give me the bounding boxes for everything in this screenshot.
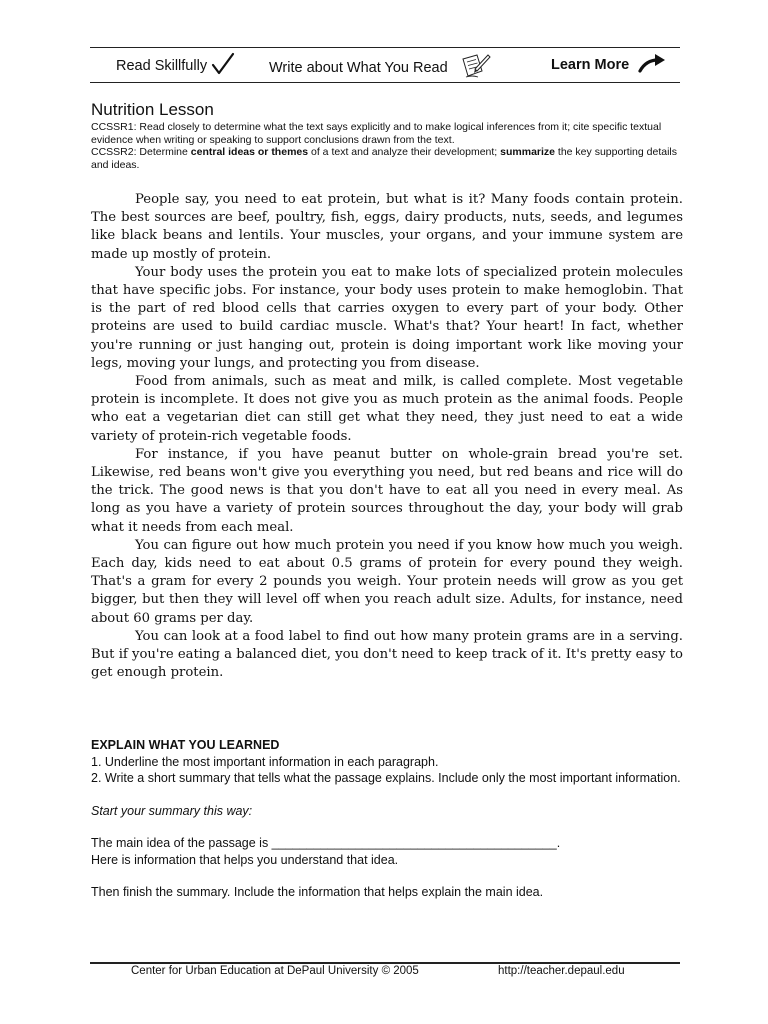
passage-paragraph: Food from animals, such as meat and milk, is called complete. Most vegetable protein is incomplete. It does not give you as much protein as the animal foods. People who eat a vegetarian diet can still get what they need, they just need to eat a wide variety of protein-rich vegetable foods. xyxy=(91,374,683,444)
standard-ccssr2-text: of a text and analyze their development; xyxy=(308,146,501,158)
summary-start-prompt: Start your summary this way: xyxy=(91,803,253,818)
instruction-item: 2. Write a short summary that tells what the passage explains. Include only the most important information. xyxy=(91,771,681,785)
spacer xyxy=(91,868,681,884)
passage-paragraph: People say, you need to eat protein, but what is it? Many foods contain protein. The best sources are beef, poultry, fish, eggs, dairy products, nuts, seeds, and legumes like black beans and lentils. Your muscles, your organs, and your immune system are made up mostly of protein. xyxy=(91,192,683,262)
learn-more-item xyxy=(551,52,667,78)
standard-ccssr2-text: the key supporting details and ideas. xyxy=(91,146,677,171)
passage-paragraph: For instance, if you have peanut butter on whole-grain bread you're set. Likewise, red beans won't give you everything you need, but red beans and rice will do the trick. The good news is that you don't have to eat all you need in every meal. As long as you have a variety of protein sources throughout the day, your body will grab what it needs from each meal. xyxy=(91,446,683,535)
footer-credit: Center for Urban Education at DePaul University © 2005 xyxy=(131,965,419,977)
header-top-rule xyxy=(90,47,680,48)
main-idea-line: The main idea of the passage is _________________________________________. xyxy=(91,836,561,850)
arrow-icon xyxy=(637,52,667,78)
spacer xyxy=(91,787,681,803)
explain-section xyxy=(91,737,681,901)
passage-paragraph: Your body uses the protein you eat to make lots of specialized protein molecules that have specific jobs. For instance, your body uses protein to make hemoglobin. That is the part of red blood cells that carries oxygen to every part of your body. Other proteins are used to build cardiac muscle. What's that? Your heart! In fact, whether you're running or just hanging out, protein is doing important work like moving your legs, moving your lungs, and protecting you from disease. xyxy=(91,264,683,371)
learn-more-label: Learn More xyxy=(551,57,630,73)
passage-paragraph: You can figure out how much protein you need if you know how much you weigh. Each day, kids need to eat about 0.5 grams of protein for every pound they weigh. That's a gram for every 2 pounds you weigh. Your protein needs will grow as you get bigger, but then they will level off when you reach adult size. Adults, for instance, need about 60 grams per day. xyxy=(91,537,683,626)
header-bar xyxy=(90,52,680,80)
supporting-info-line: Here is information that helps you understand that idea. xyxy=(91,852,399,867)
passage-paragraph: You can look at a food label to find out how many protein grams are in a serving. But if you're eating a balanced diet, you don't need to keep track of it. It's pretty easy to get enough protein. xyxy=(91,628,683,681)
reading-passage xyxy=(91,191,683,682)
standard-ccssr2-text: CCSSR2: Determine xyxy=(91,146,191,158)
spacer xyxy=(91,819,681,835)
standard-ccssr2 xyxy=(91,146,691,171)
lesson-title: Nutrition Lesson xyxy=(91,100,214,119)
pencil-paper-icon xyxy=(458,52,492,84)
footer-rule xyxy=(90,962,680,964)
standard-ccssr2-emphasis: central ideas or themes xyxy=(190,146,309,158)
standard-ccssr1: CCSSR1: Read closely to determine what the text says explicitly and to make logical inferences from it; cite specific textual evidence when writing or speaking to support conclusions drawn from the text. xyxy=(91,121,662,146)
checkmark-icon xyxy=(211,52,235,80)
standards-block xyxy=(91,121,691,171)
write-about-item xyxy=(269,52,492,84)
instruction-item: 1. Underline the most important information in each paragraph. xyxy=(91,754,439,769)
standard-ccssr2-emphasis: summarize xyxy=(500,146,555,158)
header-bottom-rule xyxy=(90,82,680,83)
footer-url: http://teacher.depaul.edu xyxy=(498,965,625,977)
read-skillfully-label: Read Skillfully xyxy=(116,58,208,74)
write-about-label: Write about What You Read xyxy=(269,60,448,76)
finish-summary-line: Then finish the summary. Include the information that helps explain the main idea. xyxy=(91,885,544,899)
read-skillfully-item xyxy=(116,52,235,80)
explain-heading: EXPLAIN WHAT YOU LEARNED xyxy=(91,738,280,752)
